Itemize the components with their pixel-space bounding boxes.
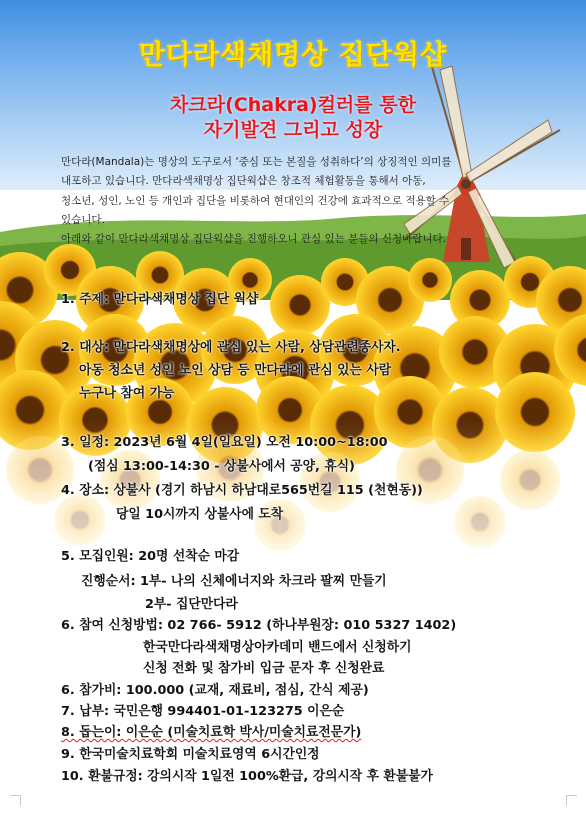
item-fee: 6. 참가비: 100.000 (교재, 재료비, 점심, 간식 제공) bbox=[61, 683, 369, 698]
intro-line: 내포하고 있습니다. 만다라색채명상 집단웍샵은 창조적 체험활동을 통해서 아동, bbox=[61, 175, 426, 188]
sunflower bbox=[408, 258, 452, 302]
intro-line: 청소년, 성인, 노인 등 개인과 집단을 비롯하여 현대인의 건강에 효과적으로 적용할 수 bbox=[61, 194, 450, 207]
intro-line: 있습니다. bbox=[61, 213, 105, 226]
item-place: 4. 장소: 상불사 (경기 하남시 하남대로565번길 115 (천현동)) bbox=[61, 483, 423, 498]
item-schedule: 3. 일정: 2023년 6월 4일(일요일) 오전 10:00~18:00 bbox=[61, 435, 388, 450]
item-target-line3: 누구나 참여 가능 bbox=[79, 386, 175, 401]
item-payment: 7. 납부: 국민은행 994401-01-123275 이은순 bbox=[61, 704, 345, 719]
item-topic: 1. 주제: 만다라색채명상 집단 웍샵 bbox=[61, 292, 259, 307]
item-order: 진행순서: 1부- 나의 신체에너지와 차크라 팔찌 만들기 bbox=[81, 574, 387, 589]
item-order-part2: 2부- 집단만다라 bbox=[145, 597, 238, 612]
sunflower bbox=[270, 275, 330, 335]
intro-paragraph bbox=[61, 153, 541, 249]
corner-mark bbox=[10, 795, 21, 806]
item-schedule-lunch: (점심 13:00-14:30 - 상불사에서 공양, 휴식) bbox=[88, 459, 355, 474]
page-title: 만다라색채명상 집단웍샵 bbox=[138, 40, 448, 71]
item-place-arrival: 당일 10시까지 상불사에 도착 bbox=[116, 507, 284, 522]
item-refund: 10. 환불규정: 강의시작 1일전 100%환급, 강의시작 후 환불불가 bbox=[61, 769, 433, 784]
item-target: 2. 대상: 만다라색채명상에 관심 있는 사람, 상담관련종사자. bbox=[61, 340, 401, 355]
corner-mark bbox=[566, 795, 577, 806]
subtitle-line-2: 자기발견 그리고 성장 bbox=[203, 119, 383, 141]
subtitle-line-1: 차크라(Chakra)컬러를 통한 bbox=[170, 94, 416, 116]
item-target-line2: 아동 청소년 성인 노인 상담 등 만다라에 관심 있는 사람 bbox=[79, 363, 392, 378]
item-apply-band: 한국만다라색채명상아카데미 밴드에서 신청하기 bbox=[143, 640, 412, 655]
item-certification: 9. 한국미술치료학회 미술치료영역 6시간인정 bbox=[61, 747, 320, 762]
item-apply: 6. 참여 신청방법: 02 766- 5912 (하나부원장: 010 5327 1402) bbox=[61, 618, 457, 633]
intro-line: 만다라(Mandala)는 명상의 도구로서 ‘중심 또는 본질을 성취하다’의 상징적인 의미를 bbox=[61, 156, 452, 168]
item-apply-complete: 신청 전화 및 참가비 입금 문자 후 신청완료 bbox=[143, 661, 385, 676]
item-helper: 8. 돕는이: 이은순 (미술치료학 박사/미술치료전문가) bbox=[61, 725, 362, 740]
intro-line: 아래와 같이 만다라색채명상 집단웍샵을 진행하오니 관심 있는 분들의 신청바랍니다. bbox=[61, 233, 447, 246]
item-recruit: 5. 모집인원: 20명 선착순 마감 bbox=[61, 549, 240, 564]
